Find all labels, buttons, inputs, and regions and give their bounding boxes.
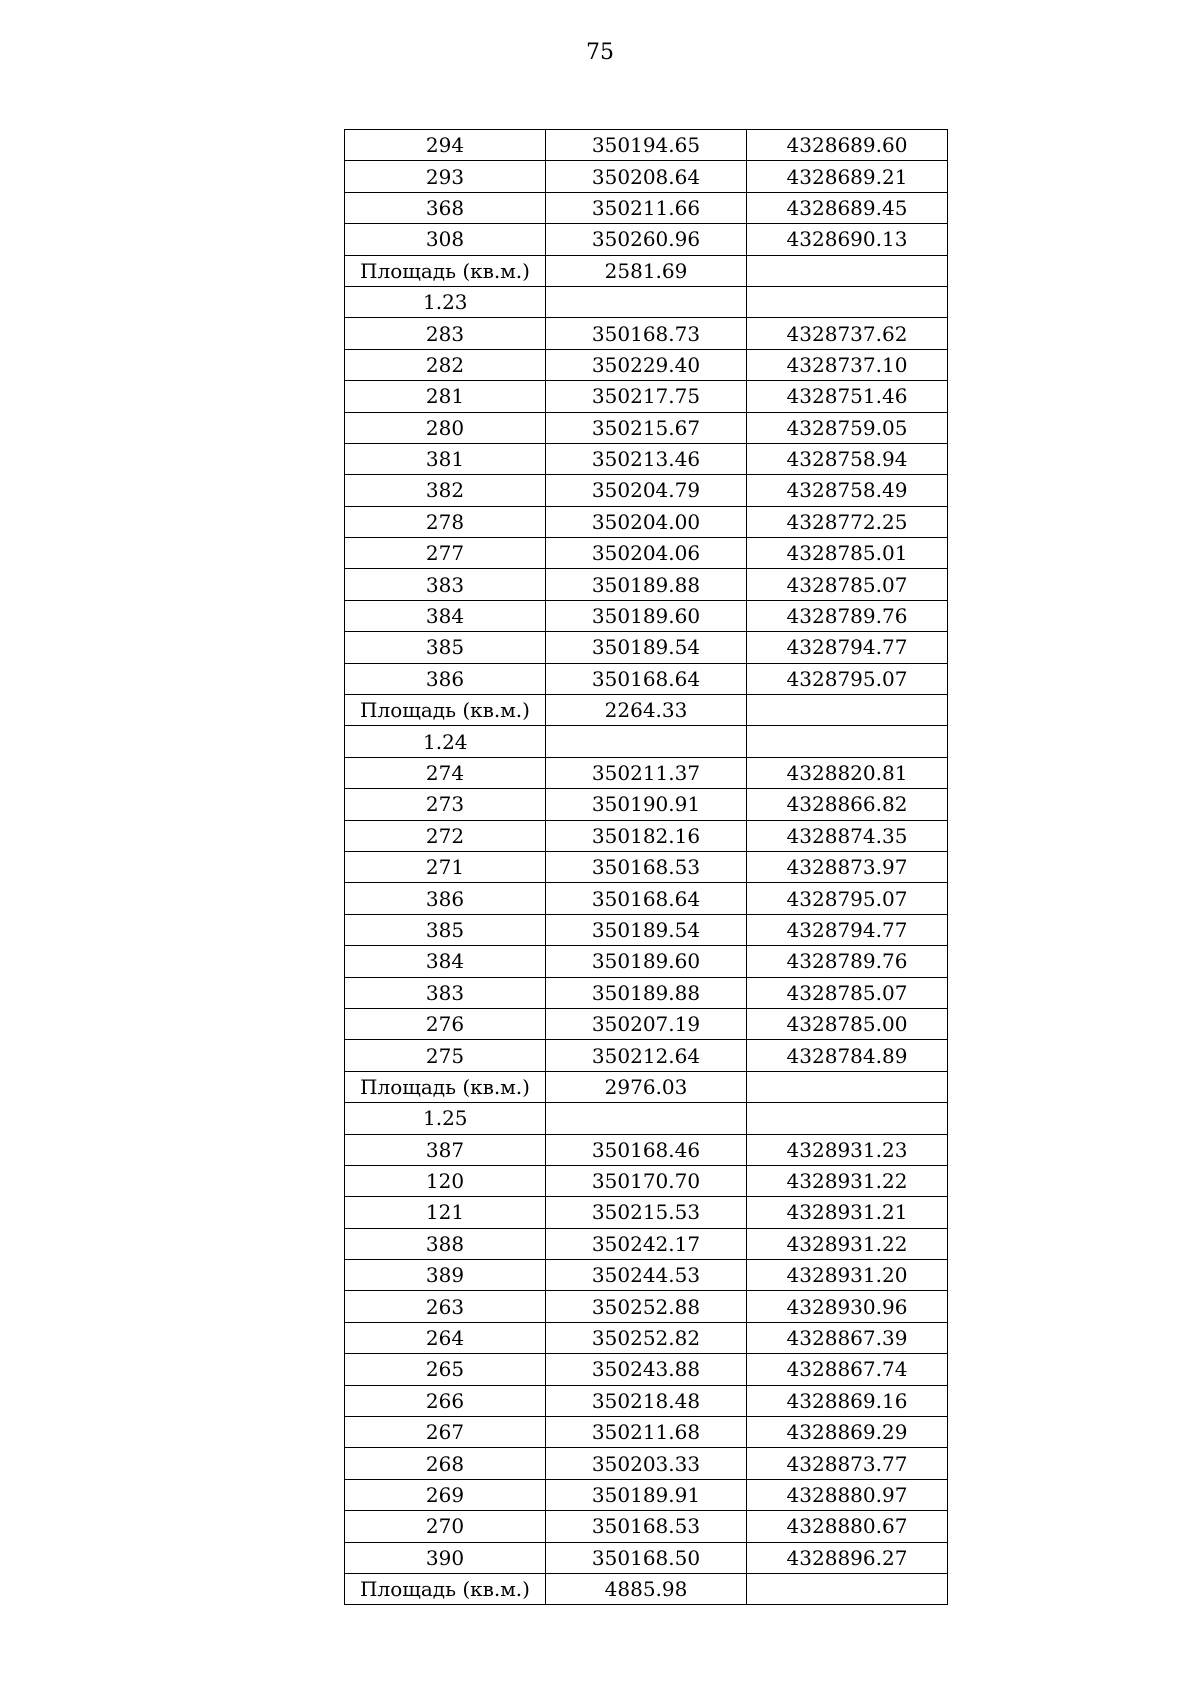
point-number-cell: 272 [345,820,546,851]
y-coordinate-cell: 4328785.07 [747,977,948,1008]
x-coordinate-cell: 350243.88 [546,1354,747,1385]
point-number-cell: 266 [345,1385,546,1416]
y-coordinate-cell [747,255,948,286]
y-coordinate-cell: 4328866.82 [747,789,948,820]
y-coordinate-cell: 4328869.16 [747,1385,948,1416]
table-row [345,946,948,977]
table-row [345,757,948,788]
table-row [345,1322,948,1353]
table-row [345,1448,948,1479]
point-number-cell: 294 [345,130,546,161]
y-coordinate-cell: 4328737.10 [747,349,948,380]
x-coordinate-cell: 350260.96 [546,224,747,255]
section-number-cell: 1.23 [345,286,546,317]
y-coordinate-cell: 4328931.20 [747,1260,948,1291]
table-row [345,1165,948,1196]
y-coordinate-cell: 4328737.62 [747,318,948,349]
area-row [345,695,948,726]
y-coordinate-cell: 4328896.27 [747,1542,948,1573]
x-coordinate-cell: 350217.75 [546,381,747,412]
y-coordinate-cell: 4328931.22 [747,1228,948,1259]
x-coordinate-cell: 350168.73 [546,318,747,349]
section-number-cell: 1.25 [345,1103,546,1134]
coordinates-table-body [345,130,948,1605]
x-coordinate-cell: 350168.53 [546,851,747,882]
table-row [345,600,948,631]
point-number-cell: 386 [345,663,546,694]
table-row [345,1228,948,1259]
y-coordinate-cell: 4328758.94 [747,443,948,474]
y-coordinate-cell: 4328689.60 [747,130,948,161]
x-coordinate-cell: 350168.64 [546,663,747,694]
y-coordinate-cell: 4328784.89 [747,1040,948,1071]
y-coordinate-cell: 4328689.45 [747,192,948,223]
point-number-cell: 271 [345,851,546,882]
area-label-cell: Площадь (кв.м.) [345,1071,546,1102]
table-row [345,381,948,412]
point-number-cell: 282 [345,349,546,380]
table-row [345,349,948,380]
point-number-cell: 390 [345,1542,546,1573]
table-row [345,1197,948,1228]
area-row [345,255,948,286]
point-number-cell: 368 [345,192,546,223]
y-coordinate-cell: 4328689.21 [747,161,948,192]
point-number-cell: 120 [345,1165,546,1196]
table-row [345,1040,948,1071]
y-coordinate-cell: 4328867.39 [747,1322,948,1353]
point-number-cell: 387 [345,1134,546,1165]
y-coordinate-cell: 4328930.96 [747,1291,948,1322]
point-number-cell: 283 [345,318,546,349]
table-row [345,1354,948,1385]
x-coordinate-cell: 350189.88 [546,977,747,1008]
y-coordinate-cell: 4328880.97 [747,1479,948,1510]
table-row [345,130,948,161]
table-row [345,1385,948,1416]
y-coordinate-cell: 4328794.77 [747,632,948,663]
area-value-cell: 4885.98 [546,1573,747,1604]
y-coordinate-cell: 4328751.46 [747,381,948,412]
y-coordinate-cell: 4328759.05 [747,412,948,443]
area-value-cell: 2976.03 [546,1071,747,1102]
table-row [345,914,948,945]
x-coordinate-cell: 350189.60 [546,946,747,977]
y-coordinate-cell [747,726,948,757]
x-coordinate-cell: 350204.79 [546,475,747,506]
y-coordinate-cell: 4328794.77 [747,914,948,945]
point-number-cell: 121 [345,1197,546,1228]
x-coordinate-cell: 350168.64 [546,883,747,914]
point-number-cell: 268 [345,1448,546,1479]
y-coordinate-cell: 4328795.07 [747,883,948,914]
x-coordinate-cell: 350189.91 [546,1479,747,1510]
x-coordinate-cell: 350189.54 [546,914,747,945]
point-number-cell: 383 [345,569,546,600]
x-coordinate-cell: 350170.70 [546,1165,747,1196]
x-coordinate-cell: 350229.40 [546,349,747,380]
table-row [345,443,948,474]
point-number-cell: 308 [345,224,546,255]
table-row [345,192,948,223]
point-number-cell: 383 [345,977,546,1008]
table-row [345,789,948,820]
section-header-row [345,1103,948,1134]
y-coordinate-cell: 4328789.76 [747,600,948,631]
y-coordinate-cell: 4328772.25 [747,506,948,537]
table-row [345,663,948,694]
table-row [345,412,948,443]
point-number-cell: 280 [345,412,546,443]
table-row [345,161,948,192]
x-coordinate-cell: 350211.66 [546,192,747,223]
point-number-cell: 274 [345,757,546,788]
y-coordinate-cell [747,286,948,317]
x-coordinate-cell: 350189.60 [546,600,747,631]
point-number-cell: 293 [345,161,546,192]
y-coordinate-cell: 4328785.00 [747,1008,948,1039]
y-coordinate-cell [747,1573,948,1604]
table-row [345,851,948,882]
x-coordinate-cell: 350215.67 [546,412,747,443]
y-coordinate-cell [747,695,948,726]
x-coordinate-cell: 350168.53 [546,1511,747,1542]
x-coordinate-cell: 350252.88 [546,1291,747,1322]
y-coordinate-cell: 4328873.97 [747,851,948,882]
x-coordinate-cell [546,286,747,317]
x-coordinate-cell: 350213.46 [546,443,747,474]
point-number-cell: 270 [345,1511,546,1542]
table-row [345,883,948,914]
y-coordinate-cell: 4328795.07 [747,663,948,694]
x-coordinate-cell: 350218.48 [546,1385,747,1416]
x-coordinate-cell: 350244.53 [546,1260,747,1291]
table-row [345,1542,948,1573]
x-coordinate-cell: 350168.50 [546,1542,747,1573]
y-coordinate-cell: 4328758.49 [747,475,948,506]
y-coordinate-cell: 4328873.77 [747,1448,948,1479]
table-row [345,1291,948,1322]
y-coordinate-cell: 4328869.29 [747,1417,948,1448]
table-row [345,1511,948,1542]
x-coordinate-cell: 350215.53 [546,1197,747,1228]
area-label-cell: Площадь (кв.м.) [345,255,546,286]
table-row [345,1417,948,1448]
x-coordinate-cell: 350182.16 [546,820,747,851]
table-row [345,538,948,569]
point-number-cell: 386 [345,883,546,914]
point-number-cell: 388 [345,1228,546,1259]
point-number-cell: 381 [345,443,546,474]
table-row [345,475,948,506]
area-row [345,1573,948,1604]
table-row [345,1008,948,1039]
x-coordinate-cell: 350204.00 [546,506,747,537]
point-number-cell: 389 [345,1260,546,1291]
table-row [345,318,948,349]
x-coordinate-cell: 350194.65 [546,130,747,161]
x-coordinate-cell: 350204.06 [546,538,747,569]
x-coordinate-cell: 350252.82 [546,1322,747,1353]
x-coordinate-cell: 350203.33 [546,1448,747,1479]
point-number-cell: 384 [345,946,546,977]
x-coordinate-cell: 350168.46 [546,1134,747,1165]
area-value-cell: 2581.69 [546,255,747,286]
area-label-cell: Площадь (кв.м.) [345,695,546,726]
table-row [345,224,948,255]
y-coordinate-cell [747,1103,948,1134]
point-number-cell: 385 [345,914,546,945]
point-number-cell: 269 [345,1479,546,1510]
section-number-cell: 1.24 [345,726,546,757]
y-coordinate-cell: 4328785.07 [747,569,948,600]
point-number-cell: 384 [345,600,546,631]
point-number-cell: 278 [345,506,546,537]
x-coordinate-cell: 350212.64 [546,1040,747,1071]
y-coordinate-cell: 4328874.35 [747,820,948,851]
page-number: 75 [586,40,614,65]
point-number-cell: 267 [345,1417,546,1448]
y-coordinate-cell: 4328785.01 [747,538,948,569]
table-row [345,1479,948,1510]
point-number-cell: 276 [345,1008,546,1039]
point-number-cell: 385 [345,632,546,663]
point-number-cell: 382 [345,475,546,506]
point-number-cell: 275 [345,1040,546,1071]
table-row [345,1134,948,1165]
y-coordinate-cell: 4328880.67 [747,1511,948,1542]
coordinates-table [344,129,948,1605]
x-coordinate-cell: 350189.88 [546,569,747,600]
section-header-row [345,726,948,757]
table-row [345,506,948,537]
y-coordinate-cell: 4328789.76 [747,946,948,977]
table-row [345,632,948,663]
table-row [345,1260,948,1291]
y-coordinate-cell [747,1071,948,1102]
x-coordinate-cell: 350211.37 [546,757,747,788]
point-number-cell: 277 [345,538,546,569]
x-coordinate-cell [546,1103,747,1134]
point-number-cell: 263 [345,1291,546,1322]
area-value-cell: 2264.33 [546,695,747,726]
y-coordinate-cell: 4328931.23 [747,1134,948,1165]
point-number-cell: 273 [345,789,546,820]
section-header-row [345,286,948,317]
point-number-cell: 264 [345,1322,546,1353]
y-coordinate-cell: 4328690.13 [747,224,948,255]
x-coordinate-cell: 350190.91 [546,789,747,820]
area-row [345,1071,948,1102]
table-row [345,820,948,851]
point-number-cell: 281 [345,381,546,412]
point-number-cell: 265 [345,1354,546,1385]
y-coordinate-cell: 4328867.74 [747,1354,948,1385]
table-row [345,977,948,1008]
table-row [345,569,948,600]
x-coordinate-cell: 350211.68 [546,1417,747,1448]
x-coordinate-cell: 350189.54 [546,632,747,663]
y-coordinate-cell: 4328820.81 [747,757,948,788]
y-coordinate-cell: 4328931.21 [747,1197,948,1228]
area-label-cell: Площадь (кв.м.) [345,1573,546,1604]
x-coordinate-cell: 350208.64 [546,161,747,192]
x-coordinate-cell: 350242.17 [546,1228,747,1259]
x-coordinate-cell: 350207.19 [546,1008,747,1039]
y-coordinate-cell: 4328931.22 [747,1165,948,1196]
x-coordinate-cell [546,726,747,757]
